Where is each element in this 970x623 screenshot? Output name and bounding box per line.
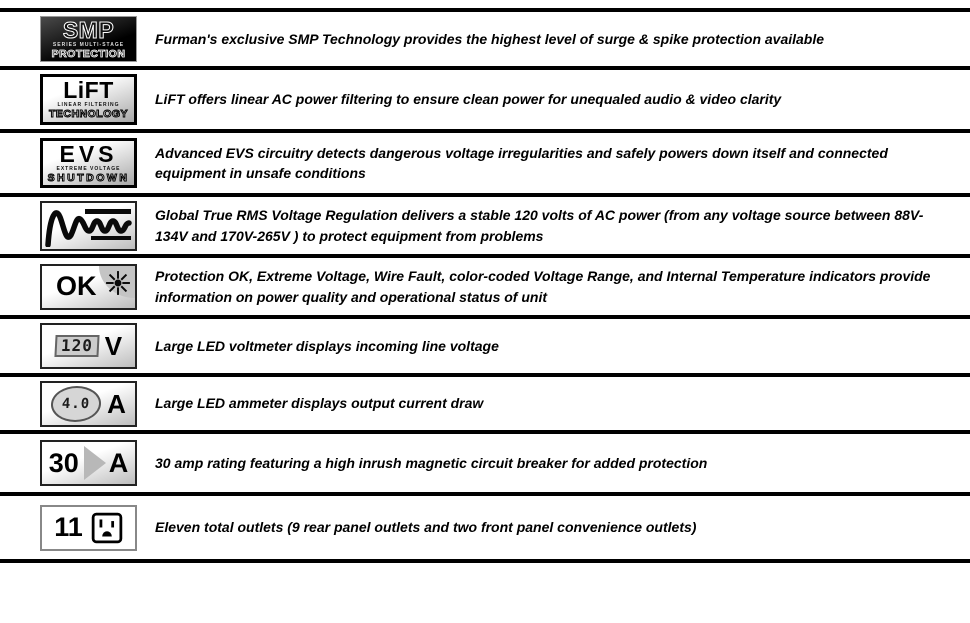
feature-description: Large LED voltmeter displays incoming line voltage — [155, 337, 499, 354]
feature-row-evs — [0, 133, 970, 197]
lcd-current-display: 4.0 — [50, 386, 102, 422]
feature-description: Furman's exclusive SMP Technology provides the highest level of surge & spike protection available — [155, 30, 825, 47]
ok-label: OK — [56, 271, 97, 301]
starburst-icon — [105, 270, 131, 296]
evs-badge-footer: SHUTDOWN — [47, 171, 130, 184]
evs-badge-title: EVS — [59, 140, 118, 167]
ammeter-badge — [40, 381, 137, 427]
feature-row-voltmeter — [0, 319, 970, 377]
feature-description: Large LED ammeter displays output current draw — [155, 395, 484, 412]
feature-row-ammeter — [0, 377, 970, 434]
feature-description: Protection OK, Extreme Voltage, Wire Fault, color-coded Voltage Range, and Internal Temperature indicators provide information on power quality and operational status of unit — [155, 268, 931, 305]
smp-badge-icon — [40, 16, 137, 63]
feature-description: Global True RMS Voltage Regulation delivers a stable 120 volts of AC power (from any voltage source between 88V-134V and 170V-265V ) to protect equipment from problems — [155, 207, 924, 244]
smp-badge-title: SMP — [62, 16, 115, 43]
smp-badge-subtitle: SERIES MULTI-STAGE — [52, 41, 125, 48]
voltage-regulation-badge — [40, 201, 137, 251]
feature-description: 30 amp rating featuring a high inrush magnetic circuit breaker for added protection — [155, 454, 708, 471]
feature-row-smp — [0, 12, 970, 70]
feature-description: Eleven total outlets (9 rear panel outlets and two front panel convenience outlets) — [155, 519, 697, 536]
feature-description: LiFT offers linear AC power filtering to ensure clean power for unequaled audio & video clarity — [155, 91, 782, 108]
amp-rating-value: 30 — [48, 447, 79, 478]
lcd-voltage-display: 120 — [54, 335, 99, 357]
breaker-rating-badge — [40, 440, 137, 486]
lift-badge-footer: TECHNOLOGY — [48, 108, 129, 121]
feature-row-breaker — [0, 434, 970, 496]
smp-badge-footer: PROTECTION — [51, 47, 126, 60]
evs-badge-subtitle: EXTREME VOLTAGE — [56, 165, 121, 172]
voltmeter-badge — [40, 323, 137, 369]
feature-table — [0, 8, 970, 563]
ok-indicator-badge — [40, 264, 137, 310]
evs-badge-icon — [40, 138, 137, 189]
feature-row-indicators — [0, 258, 970, 319]
right-triangle-icon — [84, 446, 106, 480]
outlet-icon — [91, 512, 123, 544]
lift-badge-subtitle: LINEAR FILTERING — [57, 102, 120, 109]
lift-badge-title: LiFT — [63, 77, 114, 104]
voltage-waveform-icon — [45, 205, 133, 247]
outlet-count-value: 11 — [54, 512, 83, 542]
outlet-count-badge — [40, 505, 137, 551]
amp-unit-label: A — [107, 388, 126, 419]
feature-description: Advanced EVS circuitry detects dangerous voltage irregularities and safely powers down itself and connected equipment in unsafe conditions — [155, 144, 888, 181]
feature-row-voltage-regulation — [0, 197, 970, 258]
feature-row-outlets — [0, 496, 970, 563]
lift-badge-icon — [40, 74, 137, 125]
feature-row-lift — [0, 70, 970, 133]
volt-unit-label: V — [104, 331, 123, 361]
amp-rating-unit: A — [108, 447, 129, 478]
